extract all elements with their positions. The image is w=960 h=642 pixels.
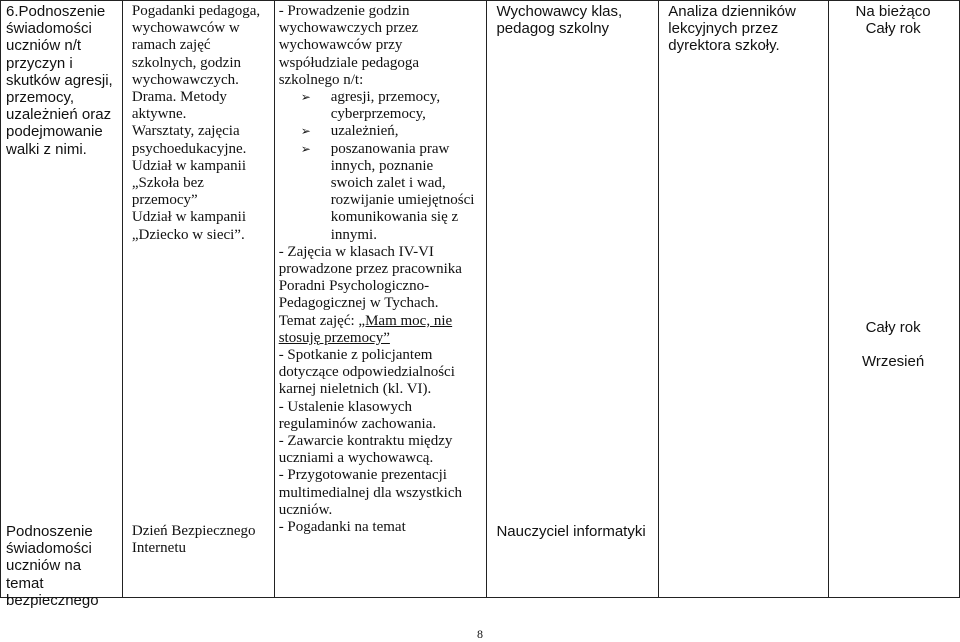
- arrow-bullet-icon: ➢: [300, 124, 311, 139]
- responsible-top-text: Wychowawcy klas, pedagog szkolny: [496, 3, 623, 38]
- responsible-bottom-text: Nauczyciel informatyki: [496, 523, 646, 540]
- list-item: ➢ agresji, przemocy, cyberprzemocy,: [300, 89, 441, 123]
- workshop-topic: Temat zajęć: „Mam moc, nie: [278, 312, 453, 329]
- methods-top-text: Pogadanki pedagoga, wychowawców w ramach zajęć szkolnych, godzin wychowawczych. Drama. Metody aktywne. Warsztaty, zajęcia psychoedukacyjne. Udział w kampanii „Szkoła bez przemocy” Udział w kampanii „Dziecko w sieci”.: [131, 3, 261, 243]
- methods-cell: [122, 1, 274, 598]
- responsible-cell: [487, 1, 659, 598]
- activities-text: - Prowadzenie godzin wychowawczych przez wychowawców przy współudziale pedagoga szkolnego n/t: ➢ agresji, przemocy, cyberprzemocy, ➢ uzależnień, ➢ poszanowania praw innych, poznanie swoich zalet i wad, rozwijanie umiejętności komunikowania się z innymi. - Zajęcia w klasach IV-VI prowadzone przez pracownika Poradni Psychologiczno- Pedagogicznej w Tychach. Temat zajęć: „Mam moc, nie stosuję przemocy” - Spotkanie z policjantem dotyczące odpowiedzialności karnej nieletnich (kl. VI). - Ustalenie klasowych regulaminów zachowania. - Zawarcie kontraktu między uczniami a wychowawcą. - Przygotowanie prezentacji multimedialnej dla wszystkich uczniów. - Pogadanki na temat: [279, 3, 487, 536]
- evaluation-cell: [659, 1, 829, 598]
- deadline-top-text: Na bieżąco Cały rok: [855, 3, 931, 38]
- evaluation-text: Analiza dzienników lekcyjnych przez dyrektora szkoły.: [668, 3, 796, 55]
- arrow-bullet-icon: ➢: [300, 141, 311, 156]
- activities-cell: [274, 1, 487, 598]
- arrow-bullet-icon: ➢: [300, 90, 311, 105]
- methods-bottom-text: Dzień Bezpiecznego Internetu: [131, 523, 256, 557]
- topics-list: [279, 89, 487, 244]
- goal-cell: [1, 1, 123, 609]
- goal-bottom-text: Podnoszenie świadomości uczniów na temat bezpiecznego: [6, 523, 99, 609]
- deadline-cell: [829, 1, 960, 598]
- list-item: ➢ uzależnień,: [300, 123, 399, 140]
- list-item: ➢ poszanowania praw innych, poznanie swoich zalet i wad, rozwijanie umiejętności komunikowania się z innymi.: [300, 140, 475, 243]
- table-row: [1, 1, 960, 598]
- page-number: 8: [477, 627, 483, 641]
- deadline-lower-text: Wrzesień: [861, 353, 925, 370]
- goal-top-text: 6.Podnoszenie świadomości uczniów n/t przyczyn i skutków agresji, przemocy, uzależnień oraz podejmowanie walki z nimi.: [6, 3, 113, 158]
- deadline-middle-text: Cały rok: [865, 319, 921, 336]
